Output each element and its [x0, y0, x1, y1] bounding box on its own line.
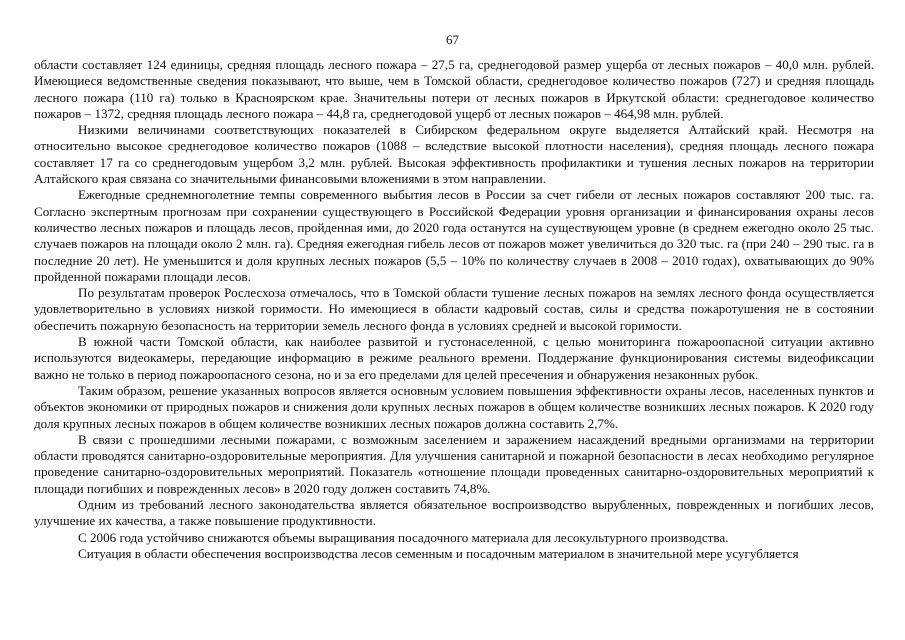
paragraph-6: Таким образом, решение указанных вопросов является основным условием повышения эффективности охраны лесов, населенных пунктов и объектов экономики от природных пожаров и снижения доли крупных лесных пожаров в общем количестве возникших лесных пожаров. К 2020 году доля крупных лесных пожаров в общем количестве возникших лесных пожаров должна составить 2,7%. [34, 382, 874, 431]
paragraph-3: Ежегодные среднемноголетние темпы современного выбытия лесов в России за счет гибели от лесных пожаров составляют 200 тыс. га. Согласно экспертным прогнозам при сохранении существующего в Российской Федерации уровня организации и финансирования охраны лесов количество лесных пожаров и площадь лесов, пройденная ими, до 2020 года останутся на существующем уровне (в среднем ежегодно около 25 тыс. случаев пожаров на площади около 2 млн. га). Средняя ежегодная гибель лесов от пожаров может увеличиться до 320 тыс. га (при 240 – 290 тыс. га в последние 20 лет). Не уменьшится и доля крупных лесных пожаров (5,5 – 10% по количеству случаев в 2008 – 2010 годах), охватывающих до 90% пройденной пожарами площади лесов. [34, 187, 874, 284]
paragraph-7: В связи с прошедшими лесными пожарами, с возможным заселением и заражением насаждений вредными организмами на территории области проводятся санитарно-оздоровительные мероприятия. Для улучшения санитарной и пожарной безопасности в лесах необходимо регулярное проведение санитарно-оздоровительных мероприятий. Показатель «отношение площади проведенных санитарно-оздоровительных мероприятий к площади погибших и поврежденных лесов» в 2020 году должен составить 74,8%. [34, 431, 874, 496]
paragraph-9: С 2006 года устойчиво снижаются объемы выращивания посадочного материала для лесокультурного производства. [78, 529, 729, 545]
paragraph-5: В южной части Томской области, как наиболее развитой и густонаселенной, с целью мониторинга пожароопасной ситуации активно используются видеокамеры, передающие информацию в режиме реального времени. Поддержание функционирования системы видеофиксации важно не только в период пожароопасного сезона, но и за его пределами для целей пресечения и обнаружения незаконных рубок. [34, 334, 874, 382]
document-body [34, 57, 874, 562]
paragraph-8: Одним из требований лесного законодательства является обязательное воспроизводство вырубленных, поврежденных и погибших лесов, улучшение их качества, а также повышение продуктивности. [34, 497, 874, 529]
paragraph-4: По результатам проверок Рослесхоза отмечалось, что в Томской области тушение лесных пожаров на землях лесного фонда осуществляется удовлетворительно в условиях низкой горимости. Но имеющиеся в области кадровый состав, силы и средства пожаротушения не в состоянии обеспечить пожарную безопасность на территории земель лесного фонда в условиях средней и высокой горимости. [34, 285, 874, 333]
paragraph-10: Ситуация в области обеспечения воспроизводства лесов семенным и посадочным материалом в значительной мере усугубляется [78, 545, 799, 561]
paragraph-1: области составляет 124 единицы, средняя площадь лесного пожара – 27,5 га, среднегодовой размер ущерба от лесных пожаров – 40,0 млн. рублей. Имеющиеся ведомственные сведения показывают, что выше, чем в Томской области, среднегодовое количество пожаров (727) и средняя площадь лесного пожара (110 га) только в Красноярском крае. Значительны потери от лесных пожаров в Иркутской области: среднегодовое количество пожаров – 1372, средняя площадь лесного пожара – 44,8 га, среднегодовой ущерб от лесных пожаров – 464,98 млн. рублей. [34, 57, 874, 121]
paragraph-2: Низкими величинами соответствующих показателей в Сибирском федеральном округе выделяется Алтайский край. Несмотря на относительно высокое среднегодовое количество пожаров (1088 – вследствие высокой плотности населения), средняя площадь лесного пожара составляет 17 га со среднегодовым ущербом 3,2 млн. рублей. Высокая эффективность профилактики и тушения лесных пожаров на территории Алтайского края связана со значительными финансовыми вложениями в этом направлении. [34, 122, 874, 187]
page-number: 67 [446, 32, 459, 47]
